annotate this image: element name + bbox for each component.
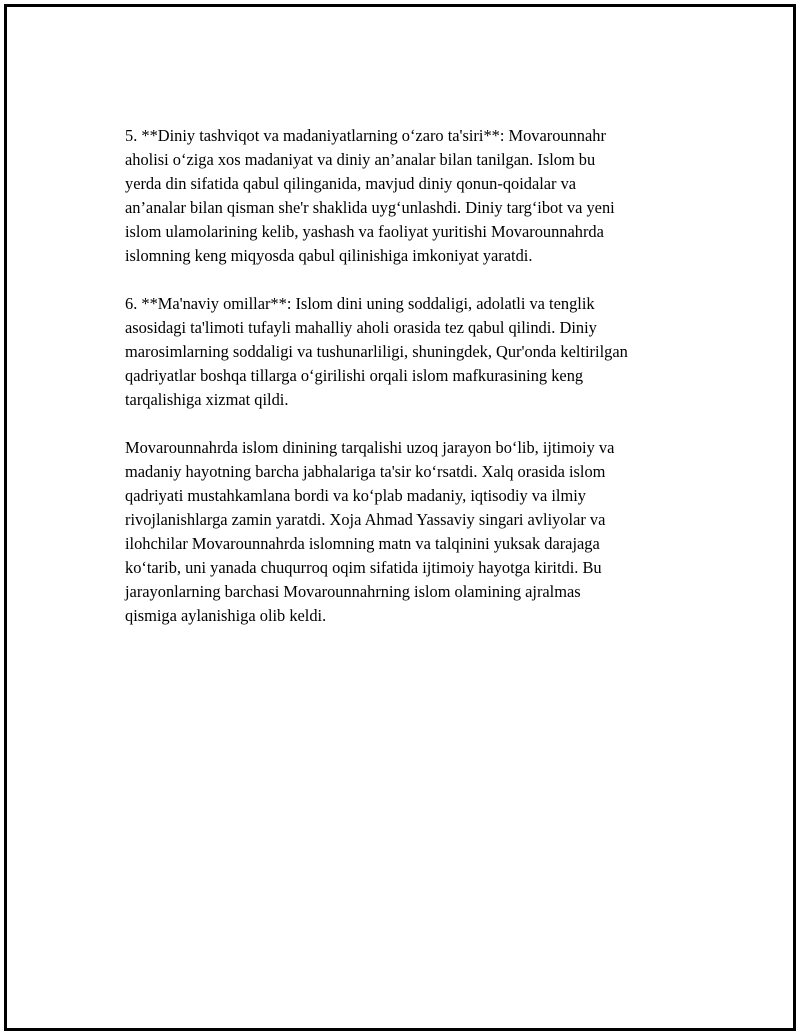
paragraph-conclusion [125, 436, 715, 628]
text-line: 6. **Ma'naviy omillar**: Islom dini uning soddaligi, adolatli va tenglik [125, 294, 595, 313]
text-line: yerda din sifatida qabul qilinganida, mavjud diniy qonun-qoidalar va [125, 174, 577, 193]
text-line: 5. **Diniy tashviqot va madaniyatlarning o‘zaro ta'siri**: Movarounnahr [125, 126, 606, 145]
text-line: ilohchilar Movarounnahrda islomning matn va talqinini yuksak darajaga [125, 534, 600, 553]
document-body [125, 124, 715, 652]
paragraph-5-religious-propaganda [125, 124, 715, 268]
text-line: qadriyatlar boshqa tillarga o‘girilishi orqali islom mafkurasining keng [125, 366, 584, 385]
text-line: aholisi o‘ziga xos madaniyat va diniy an’analar bilan tanilgan. Islom bu [125, 150, 596, 169]
text-line: tarqalishiga xizmat qildi. [125, 390, 289, 409]
text-line: an’analar bilan qisman she'r shaklida uyg‘unlashdi. Diniy targ‘ibot va yeni [125, 198, 615, 217]
text-line: rivojlanishlarga zamin yaratdi. Xoja Ahmad Yassaviy singari avliyolar va [125, 510, 606, 529]
text-line: madaniy hayotning barcha jabhalariga ta'sir ko‘rsatdi. Xalq orasida islom [125, 462, 606, 481]
text-line: marosimlarning soddaligi va tushunarliligi, shuningdek, Qur'onda keltirilgan [125, 342, 628, 361]
text-line: Movarounnahrda islom dinining tarqalishi uzoq jarayon bo‘lib, ijtimoiy va [125, 438, 615, 457]
text-line: asosidagi ta'limoti tufayli mahalliy aholi orasida tez qabul qilindi. Diniy [125, 318, 597, 337]
text-line: islom ulamolarining kelib, yashash va faoliyat yuritishi Movarounnahrda [125, 222, 604, 241]
text-line: ko‘tarib, uni yanada chuqurroq oqim sifatida ijtimoiy hayotga kiritdi. Bu [125, 558, 602, 577]
text-line: islomning keng miqyosda qabul qilinishiga imkoniyat yaratdi. [125, 246, 533, 265]
page-frame [4, 4, 796, 1031]
text-line: qadriyati mustahkamlana bordi va ko‘plab madaniy, iqtisodiy va ilmiy [125, 486, 586, 505]
text-line: jarayonlarning barchasi Movarounnahrning islom olamining ajralmas [125, 582, 581, 601]
text-line: qismiga aylanishiga olib keldi. [125, 606, 327, 625]
paragraph-6-spiritual-factors [125, 292, 715, 412]
